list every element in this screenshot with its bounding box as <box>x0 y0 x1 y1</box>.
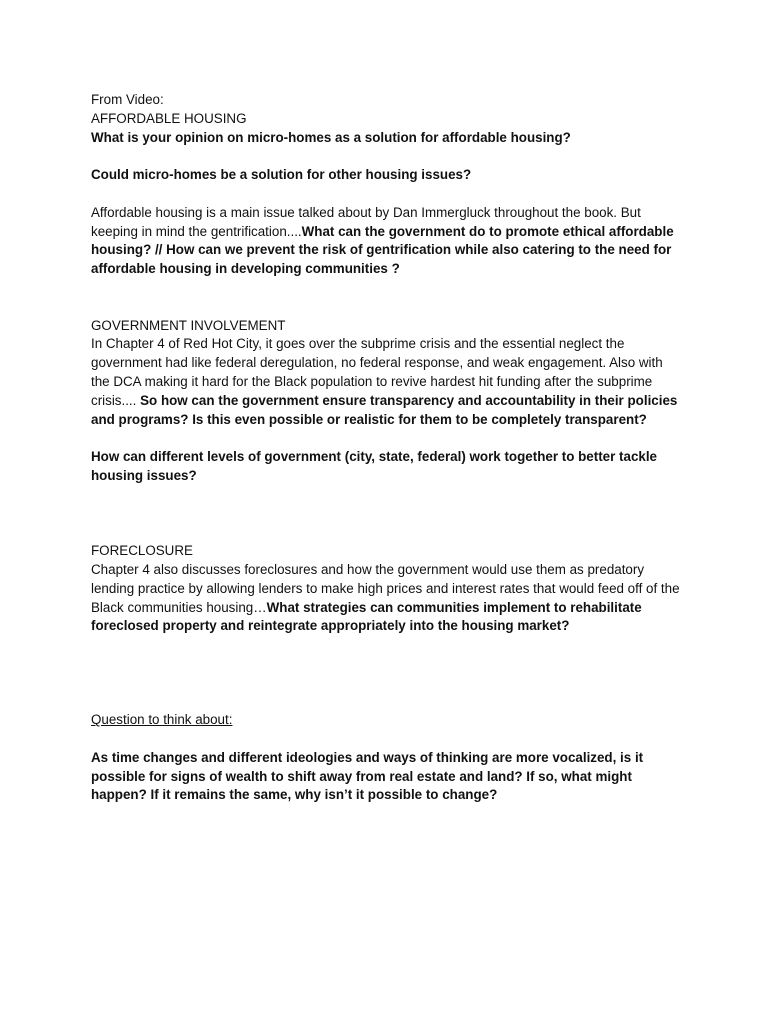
affordable-housing-heading: AFFORDABLE HOUSING <box>91 110 247 126</box>
affordable-housing-text: Affordable housing is a main issue talked about by Dan Immergluck throughout the book. But keeping in mind the gentrification.... <box>91 204 641 239</box>
foreclosure-paragraph <box>91 561 683 636</box>
foreclosure-text: Chapter 4 also discusses foreclosures and how the government would use them as predatory lending practice by allowing lenders to make high prices and interest rates that would feed off of the Black communities housing… <box>91 561 680 615</box>
government-levels-question: How can different levels of government (city, state, federal) work together to better tackle housing issues? <box>91 449 658 483</box>
government-paragraph <box>91 335 683 429</box>
closing-question: As time changes and different ideologies and ways of thinking are more vocalized, is it possible for signs of wealth to shift away from real estate and land? If so, what might happen? If it remains the same, why isn’t it possible to change? <box>91 749 644 803</box>
government-text: In Chapter 4 of Red Hot City, it goes over the subprime crisis and the essential neglect the government had like federal deregulation, no federal response, and weak engagement. Also with the DCA making it hard for the Black population to revive hardest hit funding after the subprime crisis.... <box>91 336 663 408</box>
foreclosure-heading: FORECLOSURE <box>91 543 193 559</box>
government-question: So how can the government ensure transparency and accountability in their policies and programs? Is this even possible or realistic for them to be completely transparent? <box>91 392 678 427</box>
foreclosure-question: What strategies can communities implement to rehabilitate foreclosed property and reintegrate appropriately into the housing market? <box>91 599 642 634</box>
micro-homes-other-issues-question: Could micro-homes be a solution for other housing issues? <box>91 167 472 183</box>
government-involvement-heading: GOVERNMENT INVOLVEMENT <box>91 317 286 333</box>
source-line: From Video: <box>91 92 164 107</box>
affordable-housing-question: What can the government do to promote ethical affordable housing? // How can we prevent the risk of gentrification while also catering to the need for affordable housing in developing communities ? <box>91 223 674 277</box>
document-page <box>91 91 683 805</box>
micro-homes-question: What is your opinion on micro-homes as a solution for affordable housing? <box>91 129 571 145</box>
question-to-think-about-heading: Question to think about: <box>91 712 233 728</box>
affordable-housing-paragraph <box>91 204 683 279</box>
